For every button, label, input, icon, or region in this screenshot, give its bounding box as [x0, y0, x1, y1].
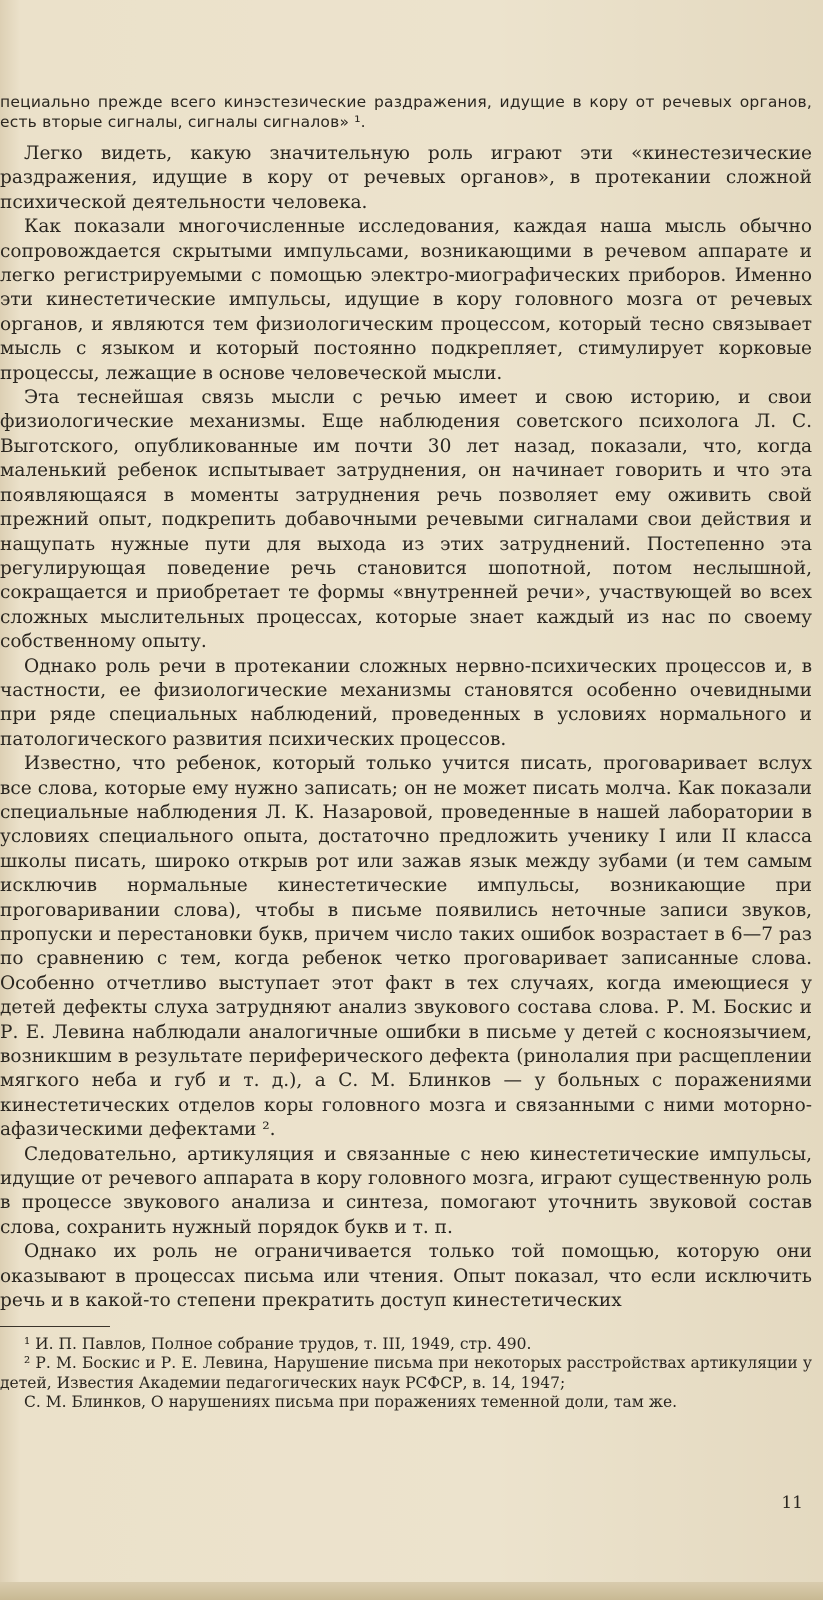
footnote: ² Р. М. Боскис и Р. Е. Левина, Нарушение письма при некоторых расстройствах артикуляции у детей, Известия Академии педагогических наук РСФСР, в. 14, 1947; [0, 1354, 812, 1392]
paragraph: Следовательно, артикуляция и связанные с нею кинестетические импульсы, идущие от речевого аппарата в кору головного мозга, играют существенную роль в процессе звукового анализа и синтеза, помогают уточнить звуковой состав слова, сохранить нужный порядок букв и т. п. [0, 1143, 812, 1238]
paragraph: Однако роль речи в протекании сложных нервно-психических процессов и, в частности, ее физиологические механизмы становятся особенно очевидными при ряде специальных наблюдений, проведенных в условиях нормального и патологического развития психических процессов. [0, 655, 812, 750]
paragraph-quote-end: пециально прежде всего кинэстезические раздражения, идущие в кору от речевых органов, есть вторые сигналы, сигналы сигналов» ¹. [0, 93, 812, 131]
paragraph: Известно, что ребенок, который только учится писать, проговаривает вслух все слова, которые ему нужно записать; он не может писать молча. Как показали специальные наблюдения Л. К. Назаровой, проведенные в нашей лаборатории в условиях специального опыта, достаточно предложить ученику I или II класса школы писать, широко открыв рот или зажав язык между зубами (и тем самым исключив нормальные кинестетические импульсы, возникающие при проговаривании слова), чтобы в письме появились неточные записи звуков, пропуски и перестановки букв, причем число таких ошибок возрастает в 6—7 раз по сравнению с тем, когда ребенок четко проговаривает записанные слова. Особенно отчетливо выступает этот факт в тех случаях, когда имеющиеся у детей дефекты слуха затрудняют анализ звукового состава слова. Р. М. Боскис и Р. Е. Левина наблюдали аналогичные ошибки в письме у детей с косноязычием, возникшим в результате периферического дефекта (ринолалия при расщеплении мягкого неба и губ и т. д.), а С. М. Блинков — у больных с поражениями кинестетических отделов коры головного мозга и связанными с ними моторно-афазическими дефектами ². [0, 753, 812, 1141]
footnote: С. М. Блинков, О нарушениях письма при поражениях теменной доли, там же. [24, 1393, 678, 1411]
paragraph: Как показали многочисленные исследования, каждая наша мысль обычно сопровождается скрытыми импульсами, возникающими в речевом аппарате и легко регистрируемыми с помощью электро-миографических приборов. Именно эти кинестетические импульсы, идущие в кору головного мозга от речевых органов, и являются тем физиологическим процессом, который тесно связывает мысль с языком и который постоянно подкрепляет, стимулирует корковые процессы, лежащие в основе человеческой мысли. [0, 216, 812, 384]
page-number: 11 [781, 1493, 803, 1513]
footnote-divider [0, 1326, 110, 1327]
footnotes [0, 1335, 812, 1413]
page-edge [0, 1582, 823, 1600]
paragraph: Эта теснейшая связь мысли с речью имеет и свою историю, и свои физиологические механизмы. Еще наблюдения советского психолога Л. С. Выготского, опубликованные им почти 30 лет назад, показали, что, когда маленький ребенок испытывает затруднения, он начинает говорить и что эта появляющаяся в моменты затруднения речь позволяет ему оживить свой прежний опыт, подкрепить добавочными речевыми сигналами свои действия и нащупать нужные пути для выхода из этих затруднений. Постепенно эта регулирующая поведение речь становится шопотной, потом неслышной, сокращается и приобретает те формы «внутренней речи», участвующей во всех сложных мыслительных процессах, которые знает каждый из нас по своему собственному опыту. [0, 387, 812, 653]
footnote: ¹ И. П. Павлов, Полное собрание трудов, т. III, 1949, стр. 490. [24, 1334, 532, 1353]
paragraph: Легко видеть, какую значительную роль играют эти «кинестезические раздражения, идущие в кору от речевых органов», в протекании сложной психической деятельности человека. [0, 143, 812, 213]
paragraph: Однако их роль не ограничивается только той помощью, которую они оказывают в процессах письма или чтения. Опыт показал, что если исключить речь и в какой-то степени прекратить доступ кинестетических [0, 1241, 812, 1312]
main-text [0, 92, 812, 1314]
